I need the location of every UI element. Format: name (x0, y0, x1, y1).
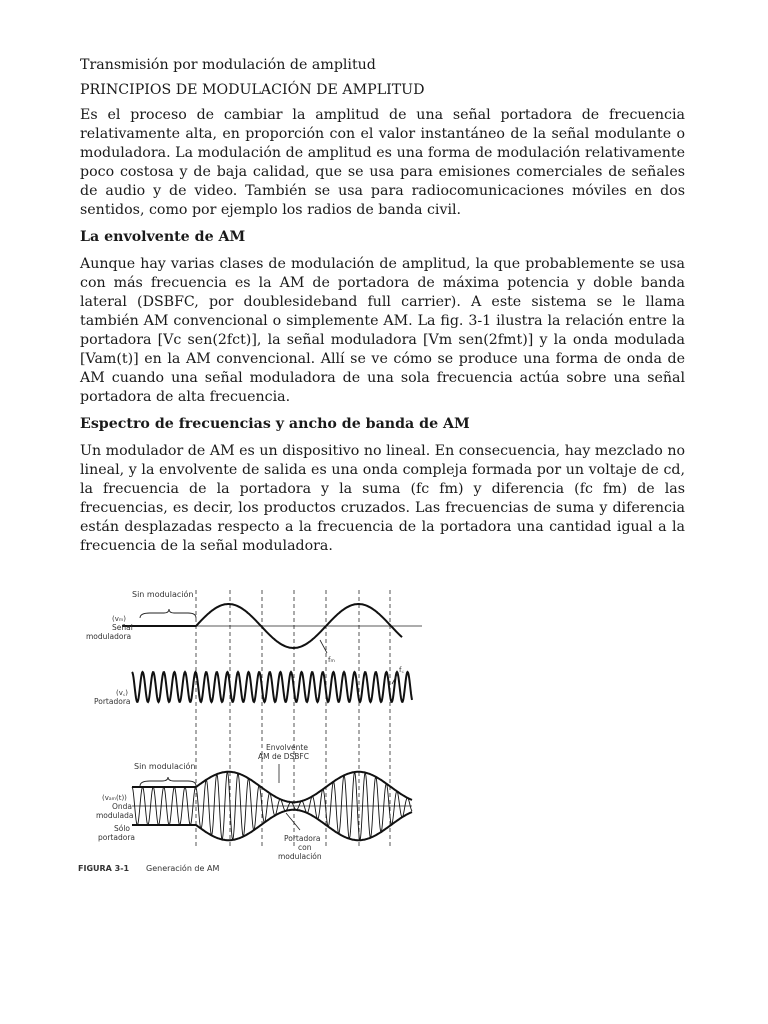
label-portadora: Portadora (94, 697, 131, 706)
label-modulada: modulada (96, 811, 134, 820)
document-title: Transmisión por modulación de amplitud (80, 57, 376, 73)
paragraph-intro: Es el proceso de cambiar la amplitud de una señal portadora de frecuencia relativamente alta, en proporción con el valor instantáneo de la señal modulante o moduladora. La modulación de amplitud es una forma de modulación relativamente poco costosa y de baja calidad, que se usa para emisiones comerciales de señales de audio y de video. También se usa para radiocomunicaciones móviles en dos sentidos, como por ejemplo los radios de banda civil. (80, 107, 685, 218)
label-fm: fₘ (328, 656, 335, 664)
label-senal: Señal (112, 623, 133, 632)
label-portadora-con: Portadora (284, 834, 321, 843)
label-sin-modulacion-bottom: Sin modulación (134, 762, 196, 771)
label-vm: (vₘ) (112, 615, 126, 623)
label-modulacion: modulación (278, 852, 322, 861)
label-con: con (298, 843, 312, 852)
paragraph-envolvente: Aunque hay varias clases de modulación de amplitud, la que probablemente se usa con más frecuencia es la AM de portadora de máxima potencia y doble banda lateral (DSBFC, por doublesideband full carrier). A este sistema se le llama también AM convencional o simplemente AM. La fig. 3-1 ilustra la relación entre la portadora [Vc sen(2fct)], la señal moduladora [Vm sen(2fmt)] y la onda modulada [Vam(t)] en la AM convencional. Allí se ve cómo se produce una forma de onda de AM cuando una señal moduladora de una sola frecuencia actúa sobre una señal portadora de alta frecuencia. (80, 256, 685, 405)
figure-caption-text: Generación de AM (146, 864, 220, 873)
figure-caption-number: FIGURA 3-1 (78, 864, 130, 873)
brace-bottom (140, 777, 196, 786)
label-envolvente: Envolvente (266, 743, 308, 752)
heading-envolvente: La envolvente de AM (80, 229, 246, 245)
upper-envelope (132, 772, 412, 802)
label-am-dsbfc: AM de DSBFC (258, 752, 309, 761)
label-sin-modulacion-top: Sin modulación (132, 590, 194, 599)
document-body (80, 56, 685, 564)
label-solo: Sólo (114, 824, 131, 833)
port-con-leader (286, 813, 300, 830)
figure-am-generation (72, 578, 422, 874)
brace-top (140, 609, 196, 618)
label-vc: (v꜀) (116, 689, 129, 697)
heading-espectro: Espectro de frecuencias y ancho de banda de AM (80, 416, 470, 432)
label-solo-portadora: portadora (98, 833, 135, 842)
label-moduladora: moduladora (86, 632, 132, 641)
label-vam: (vₐₘ(t)) (102, 794, 127, 802)
label-onda: Onda (112, 802, 133, 811)
am-diagram (72, 578, 422, 874)
section-title: PRINCIPIOS DE MODULACIÓN DE AMPLITUD (80, 82, 425, 98)
carrier-wave (132, 672, 412, 702)
label-fc: f꜀ (399, 666, 404, 674)
paragraph-espectro: Un modulador de AM es un dispositivo no lineal. En consecuencia, hay mezclado no lineal, y la envolvente de salida es una onda compleja formada por un voltaje de cd, la frecuencia de la portadora y la suma (fc fm) y diferencia (fc fm) de las frecuencias, es decir, los productos cruzados. Las frecuencias de suma y diferencia están desplazadas respecto a la frecuencia de la portadora una cantidad igual a la frecuencia de la señal moduladora. (80, 443, 685, 554)
